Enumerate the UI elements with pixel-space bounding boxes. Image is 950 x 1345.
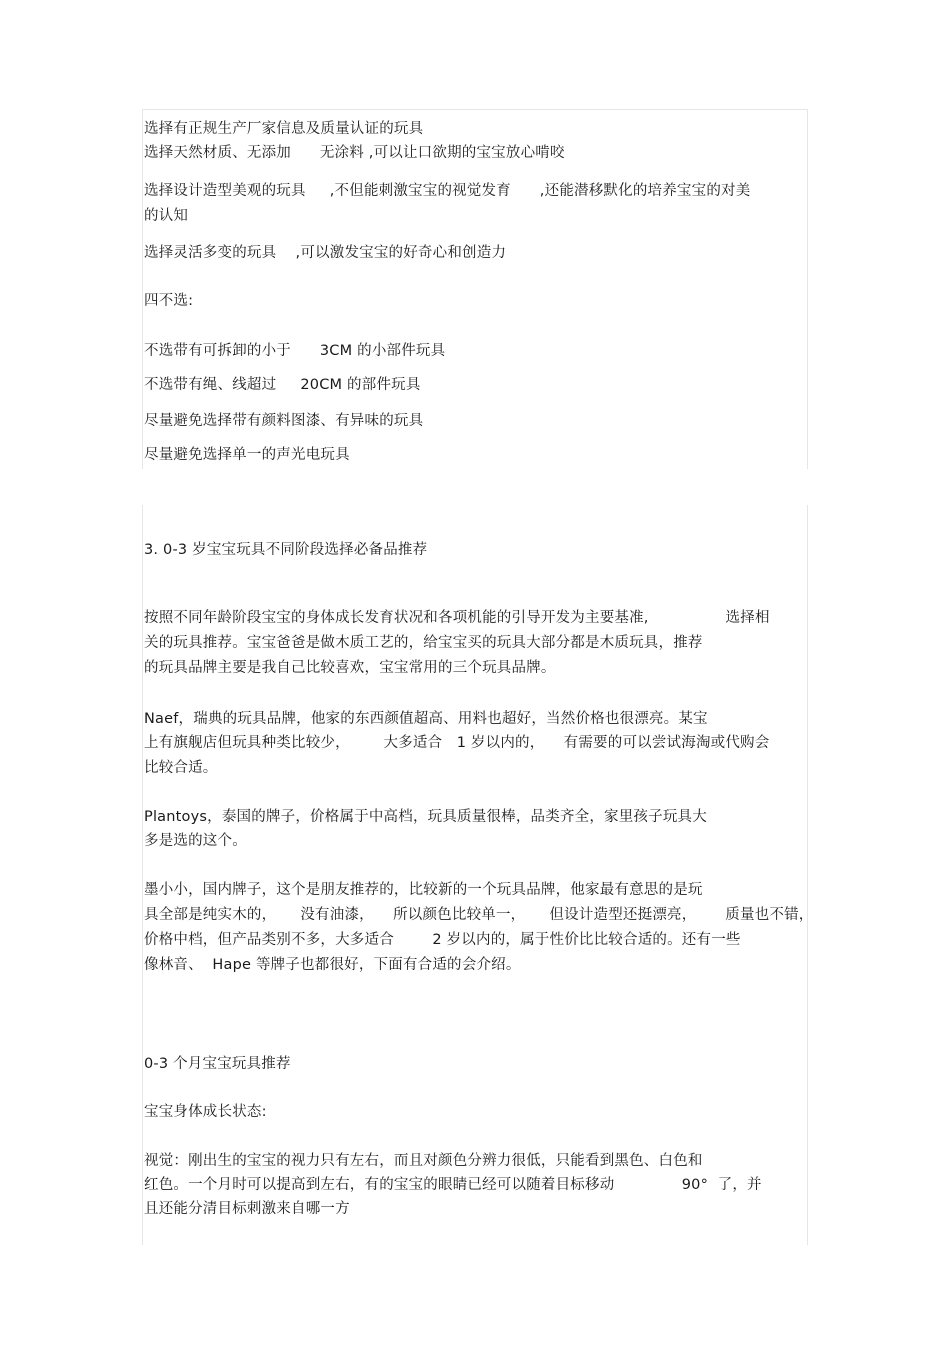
text-line: 不选带有绳、线超过 20CM 的部件玩具 (144, 377, 421, 393)
text-line: 的认知 (144, 208, 189, 224)
text-line: 选择灵活多变的玩具 ,可以激发宝宝的好奇心和创造力 (144, 245, 507, 261)
text-line: Plantoys，泰国的牌子，价格属于中高档，玩具质量很棒，品类齐全，家里孩子玩具大 (144, 809, 707, 825)
text-line: Naef，瑞典的玩具品牌，他家的东西颜值超高、用料也超好，当然价格也很漂亮。某宝 (144, 711, 708, 727)
text-line: 且还能分清目标刺激来自哪一方 (144, 1201, 350, 1217)
section-heading: 3. 0-3 岁宝宝玩具不同阶段选择必备品推荐 (144, 542, 428, 558)
text-line: 价格中档，但产品类别不多，大多适合 2 岁以内的，属于性价比比较合适的。还有一些 (144, 932, 741, 948)
text-line: 选择有正规生产厂家信息及质量认证的玩具 (144, 121, 424, 137)
text-line: 比较合适。 (144, 760, 218, 776)
text-line: 具全部是纯实木的， 没有油漆， 所以颜色比较单一， 但设计造型还挺漂亮， 质量也不错， (144, 907, 814, 923)
text-line: 尽量避免选择单一的声光电玩具 (144, 447, 350, 463)
text-line: 关的玩具推荐。宝宝爸爸是做木质工艺的，给宝宝买的玩具大部分都是木质玩具，推荐 (144, 635, 703, 651)
text-line: 多是选的这个。 (144, 833, 247, 849)
text-line: 的玩具品牌主要是我自己比较喜欢，宝宝常用的三个玩具品牌。 (144, 660, 556, 676)
text-line: 红色。一个月时可以提高到左右，有的宝宝的眼睛已经可以随着目标移动 90° 了，并 (144, 1177, 762, 1193)
text-line: 尽量避免选择带有颜料图漆、有异味的玩具 (144, 413, 424, 429)
text-line: 不选带有可拆卸的小于 3CM 的小部件玩具 (144, 343, 446, 359)
text-line: 选择天然材质、无添加 无涂料 ,可以让口欲期的宝宝放心啃咬 (144, 145, 565, 161)
text-line: 选择设计造型美观的玩具 ,不但能刺激宝宝的视觉发育 ,还能潜移默化的培养宝宝的对美 (144, 183, 751, 199)
text-line: 像林音、 Hape 等牌子也都很好，下面有合适的会介绍。 (144, 957, 521, 973)
text-line: 上有旗舰店但玩具种类比较少， 大多适合 1 岁以内的， 有需要的可以尝试海淘或代购会 (144, 735, 770, 751)
text-line: 按照不同年龄阶段宝宝的身体成长发育状况和各项机能的引导开发为主要基准, 选择相 (144, 610, 770, 626)
text-line: 视觉：刚出生的宝宝的视力只有左右，而且对颜色分辨力很低，只能看到黑色、白色和 (144, 1153, 703, 1169)
section-heading: 四不选: (144, 293, 194, 309)
section-heading: 0-3 个月宝宝玩具推荐 (144, 1056, 291, 1072)
text-line: 墨小小，国内牌子，这个是朋友推荐的，比较新的一个玩具品牌，他家最有意思的是玩 (144, 882, 703, 898)
text-line: 宝宝身体成长状态: (144, 1104, 267, 1120)
